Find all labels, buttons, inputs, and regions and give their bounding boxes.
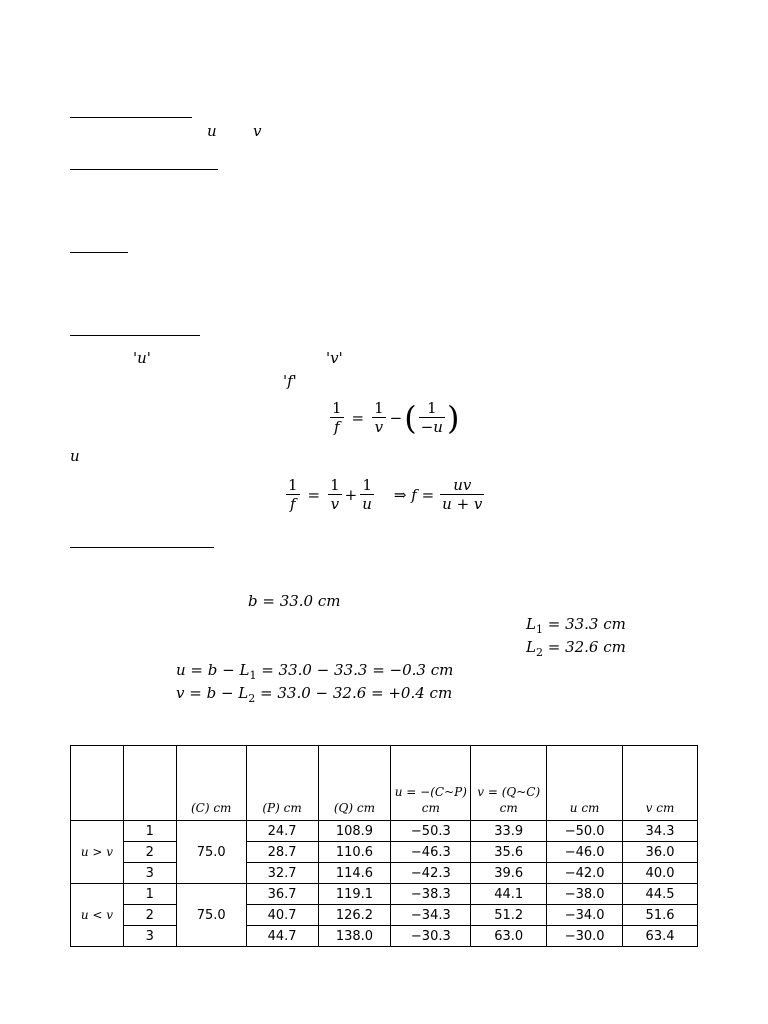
p-value: 40.7 <box>246 905 318 926</box>
header-cell: v = (Q~C) cm <box>471 746 547 821</box>
header-cell: (C) cm <box>176 746 246 821</box>
c-value: 75.0 <box>176 884 246 947</box>
v-observed: 44.1 <box>471 884 547 905</box>
p-value: 24.7 <box>246 821 318 842</box>
c-value: 75.0 <box>176 821 246 884</box>
v-corrected: 63.4 <box>623 926 698 947</box>
intro-u-symbol: u <box>207 122 217 140</box>
lens-formula-equation: $\frac{1}{f}$ = $\frac{1}{v}$ − ( $\frac{1}{-u}$ ) <box>332 398 460 437</box>
table-row <box>71 842 698 863</box>
v-observed: 35.6 <box>471 842 547 863</box>
u-corrected: −34.0 <box>547 905 623 926</box>
row-number: 1 <box>123 821 176 842</box>
group-label: u > v <box>71 821 124 884</box>
header-cell: u = −(C~P) cm <box>391 746 471 821</box>
header-cell: (P) cm <box>246 746 318 821</box>
table-row <box>71 821 698 842</box>
group-label: u < v <box>71 884 124 947</box>
u-correction-equation: $u = b - L_1 = 33.0 - 33.3 = -0.3$ cm <box>176 661 454 682</box>
u-corrected: −46.0 <box>547 842 623 863</box>
v-corrected: 36.0 <box>623 842 698 863</box>
section-rule-apparatus <box>70 169 218 170</box>
u-observed: −46.3 <box>391 842 471 863</box>
q-value: 126.2 <box>318 905 391 926</box>
row-number: 2 <box>123 905 176 926</box>
p-value: 44.7 <box>246 926 318 947</box>
p-value: 36.7 <box>246 884 318 905</box>
section-rule-theory <box>70 335 200 336</box>
v-observed: 33.9 <box>471 821 547 842</box>
header-cell: v cm <box>623 746 698 821</box>
p-value: 28.7 <box>246 842 318 863</box>
observation-table <box>70 745 698 947</box>
frac-one-over-u-2: $\frac{1}{u}$ <box>362 476 372 513</box>
row-number: 3 <box>123 926 176 947</box>
frac-uv-over-u-plus-v: $\frac{uv}{u + v}$ <box>442 476 483 513</box>
u-observed: −50.3 <box>391 821 471 842</box>
section-rule-diagram <box>70 252 128 253</box>
header-cell <box>71 746 124 821</box>
u-corrected: −30.0 <box>547 926 623 947</box>
table-row <box>71 863 698 884</box>
v-corrected: 34.3 <box>623 821 698 842</box>
header-cell <box>123 746 176 821</box>
v-correction-equation: $v = b - L_2 = 33.0 - 32.6 = +0.4$ cm <box>176 684 453 705</box>
header-cell: u cm <box>547 746 623 821</box>
q-value: 108.9 <box>318 821 391 842</box>
u-observed: −34.3 <box>391 905 471 926</box>
theory-v-quoted: 'v' <box>326 349 343 367</box>
section-rule-aim <box>70 117 192 118</box>
table-row <box>71 884 698 905</box>
frac-one-over-minus-u: $\frac{1}{-u}$ <box>420 399 443 436</box>
u-corrected: −50.0 <box>547 821 623 842</box>
u-corrected: −42.0 <box>547 863 623 884</box>
q-value: 119.1 <box>318 884 391 905</box>
v-observed: 63.0 <box>471 926 547 947</box>
u-corrected: −38.0 <box>547 884 623 905</box>
u-observed: −42.3 <box>391 863 471 884</box>
table-row <box>71 926 698 947</box>
table-header-row <box>71 746 698 821</box>
theory-u-label: u <box>70 447 80 465</box>
row-number: 3 <box>123 863 176 884</box>
intro-v-symbol: v <box>253 122 262 140</box>
u-observed: −38.3 <box>391 884 471 905</box>
v-corrected: 44.5 <box>623 884 698 905</box>
p-value: 32.7 <box>246 863 318 884</box>
b-measurement: b = 33.0 cm <box>248 592 341 610</box>
q-value: 114.6 <box>318 863 391 884</box>
header-cell: (Q) cm <box>318 746 391 821</box>
frac-one-over-v: $\frac{1}{v}$ <box>374 399 384 436</box>
v-observed: 39.6 <box>471 863 547 884</box>
L1-measurement: $L_1 = 33.3$ cm <box>526 615 626 636</box>
focal-length-equation: $\frac{1}{f}$ = $\frac{1}{v}$ + $\frac{1}{u}$ ⇒ f = $\frac{uv}{u + v}$ <box>288 476 483 513</box>
row-number: 1 <box>123 884 176 905</box>
frac-one-over-f-2: $\frac{1}{f}$ <box>288 476 298 513</box>
table-row <box>71 905 698 926</box>
q-value: 138.0 <box>318 926 391 947</box>
section-rule-observations <box>70 547 214 548</box>
frac-one-over-v-2: $\frac{1}{v}$ <box>330 476 340 513</box>
theory-u-quoted: 'u' <box>133 349 151 367</box>
L2-measurement: $L_2 = 32.6$ cm <box>526 638 626 659</box>
frac-one-over-f: $\frac{1}{f}$ <box>332 399 342 436</box>
v-corrected: 40.0 <box>623 863 698 884</box>
theory-f-quoted: 'f' <box>283 372 297 390</box>
q-value: 110.6 <box>318 842 391 863</box>
v-corrected: 51.6 <box>623 905 698 926</box>
row-number: 2 <box>123 842 176 863</box>
u-observed: −30.3 <box>391 926 471 947</box>
v-observed: 51.2 <box>471 905 547 926</box>
